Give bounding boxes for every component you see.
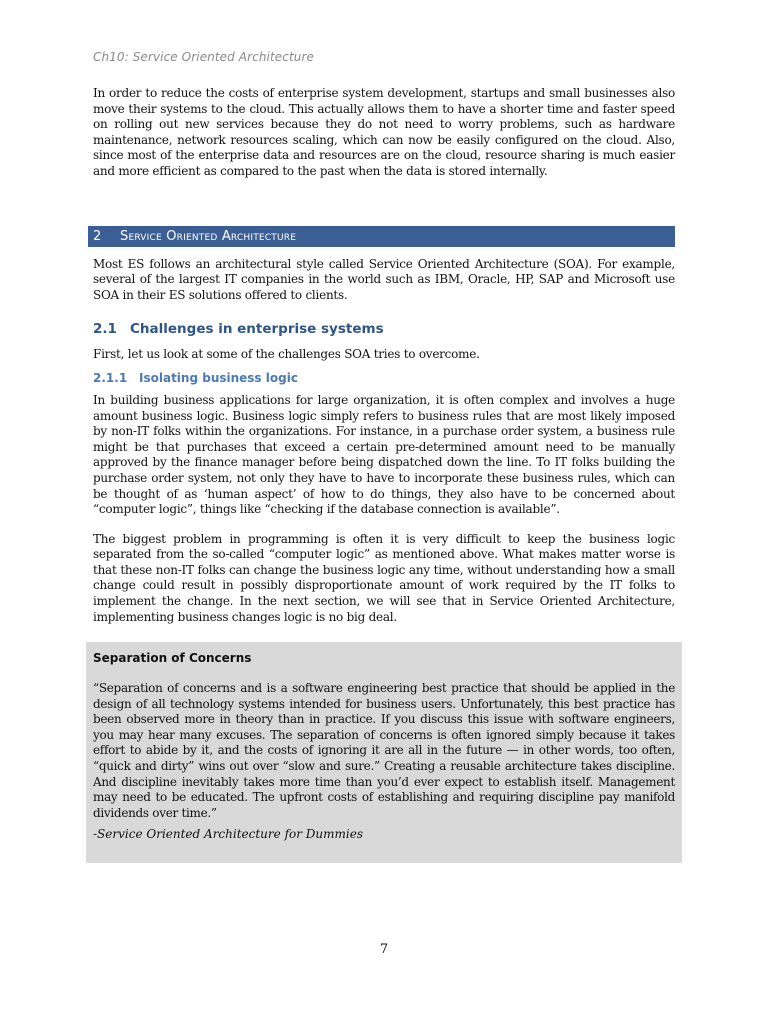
separation-of-concerns-callout	[86, 642, 682, 863]
section-heading	[88, 226, 675, 247]
section-number: 2	[93, 228, 102, 244]
section-title: Service Oriented Architecture	[120, 228, 297, 244]
callout-source: -Service Oriented Architecture for Dummies	[93, 827, 363, 842]
callout-quote: “Separation of concerns and is a software engineering best practice that should be applied in the design of all technology systems intended for business users. Unfortunately, this best practice has been observed more in theory than in practice. If you discuss this issue with software engineers, you may hear many excuses. The separation of concerns is often ignored simply because it takes effort to abide by it, and the costs of ignoring it are all in the future — in other words, too often, “quick and dirty” wins out over “slow and sure.” Creating a reusable architecture takes discipline. And discipline inevitably takes more time than you’d ever expect to establish itself. Management may need to be educated. The upfront costs of establishing and requiring discipline pay manifold dividends over time.”	[93, 681, 675, 820]
page-body	[93, 86, 675, 625]
subsection-paragraph: First, let us look at some of the challenges SOA tries to overcome.	[93, 347, 480, 362]
subsection-number: 2.1	[93, 321, 117, 338]
subsection-title: Challenges in enterprise systems	[130, 321, 384, 338]
business-logic-paragraph-1: In building business applications for large organization, it is often complex and involves a huge amount business logic. Business logic simply refers to business rules that are most likely imposed by non-IT folks within the organizations. For instance, in a purchase order system, a business rule might be that purchases that exceed a certain pre-determined amount need to be manually approved by the finance manager before being dispatched down the line. To IT folks building the purchase order system, not only they have to have to incorporate these business rules, which can be thought of as ‘human aspect’ of how to do things, they also have to be concerned about “computer logic”, things like “checking if the database connection is available”.	[93, 392, 675, 517]
intro-paragraph: In order to reduce the costs of enterprise system development, startups and small businesses also move their systems to the cloud. This actually allows them to have a shorter time and faster speed on rolling out new services because they do not need to worry problems, such as hardware maintenance, network resources scaling, which can now be easily configured on the cloud. Also, since most of the enterprise data and resources are on the cloud, resource sharing is much easier and more efficient as compared to the past when the data is stored internally.	[93, 86, 675, 178]
subsubsection-heading	[93, 371, 675, 385]
page-number: 7	[379, 942, 389, 957]
subsubsection-title: Isolating business logic	[139, 370, 298, 385]
subsection-heading	[93, 321, 675, 337]
subsubsection-number: 2.1.1	[93, 370, 128, 385]
business-logic-paragraph-2: The biggest problem in programming is often it is very difficult to keep the business logic separated from the so-called “computer logic” as mentioned above. What makes matter worse is that these non-IT folks can change the business logic any time, without understanding how a small change could result in possibly disproportionate amount of work required by the IT folks to implement the change. In the next section, we will see that in Service Oriented Architecture, implementing business changes logic is no big deal.	[93, 531, 675, 624]
section-paragraph: Most ES follows an architectural style called Service Oriented Architecture (SOA). For example, several of the largest IT companies in the world such as IBM, Oracle, HP, SAP and Microsoft use SOA in their ES solutions offered to clients.	[93, 256, 675, 302]
callout-title: Separation of Concerns	[93, 651, 252, 665]
running-header: Ch10: Service Oriented Architecture	[93, 50, 314, 64]
